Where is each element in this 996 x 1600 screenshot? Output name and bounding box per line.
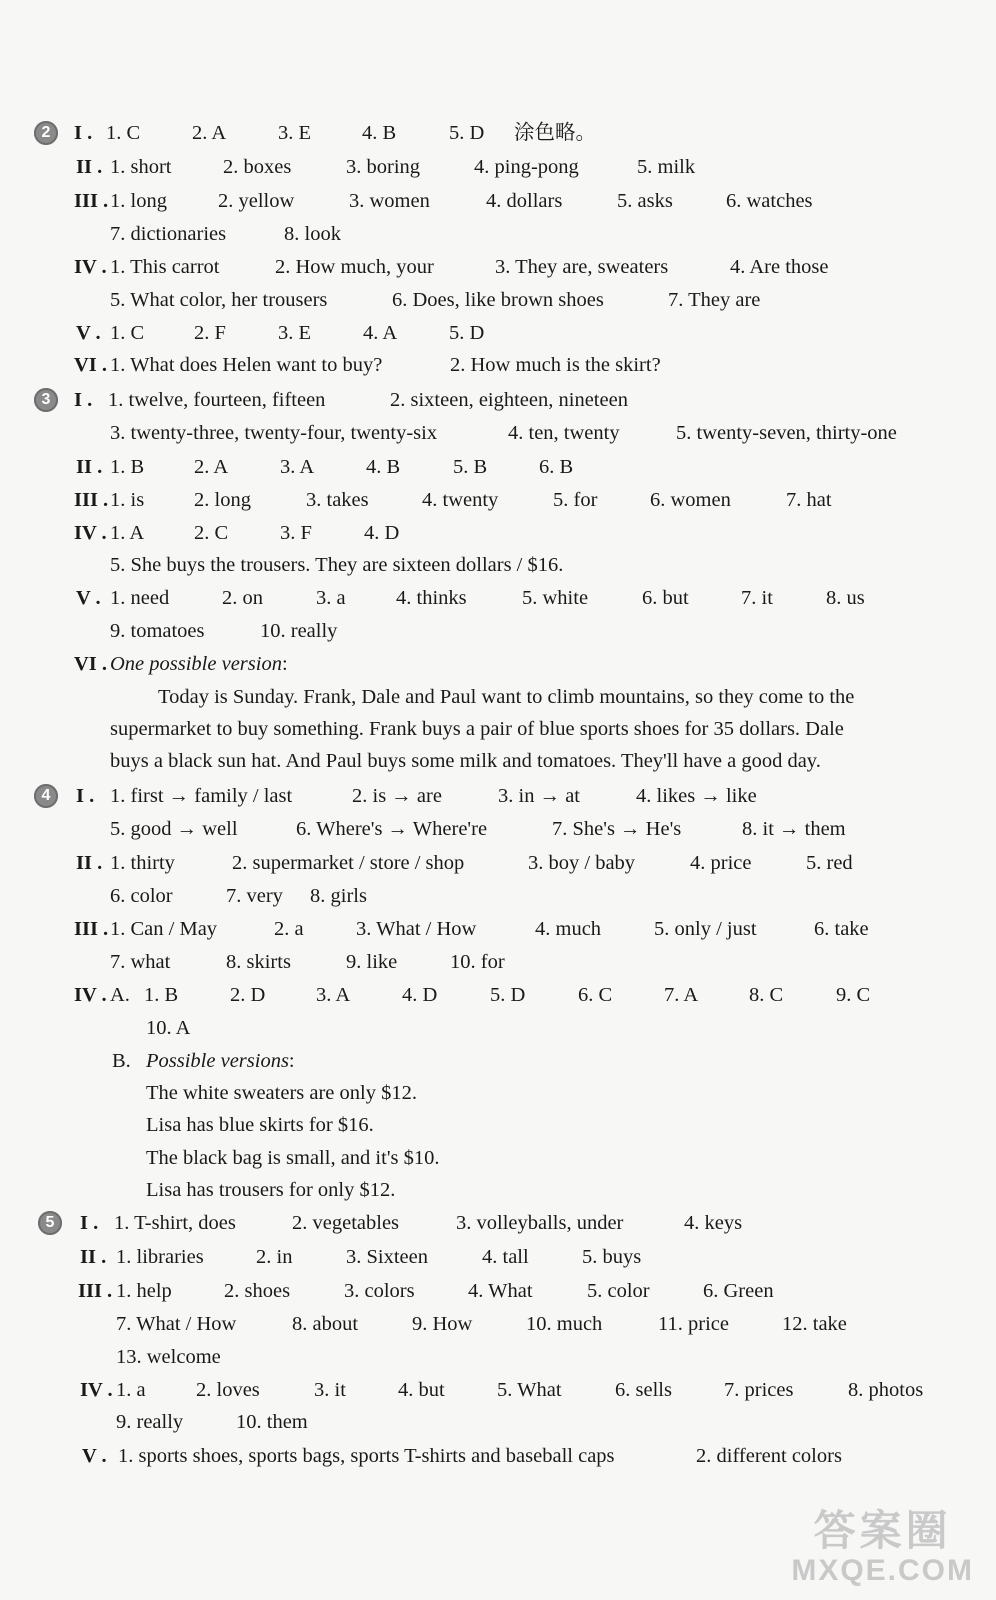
answer: 4. D	[402, 984, 438, 1006]
answer: 4. likes → like	[636, 785, 757, 807]
answer: 8. it → them	[742, 818, 846, 840]
site-watermark	[791, 1507, 974, 1587]
section-3-badge: 3	[34, 388, 58, 412]
answer: 5. B	[453, 456, 488, 478]
answer: 1. Can / May	[110, 918, 218, 940]
answer: 2. loves	[196, 1379, 260, 1401]
answer: 3. twenty-three, twenty-four, twenty-six	[110, 422, 438, 444]
answer: 1. B	[144, 984, 179, 1006]
answer: 7. A	[664, 984, 699, 1006]
versions-intro-text: Possible versions	[146, 1050, 289, 1072]
answer: 3. Sixteen	[346, 1246, 428, 1268]
answer: 5. D	[449, 322, 485, 344]
answer: 4. twenty	[422, 489, 499, 511]
answer: 7. They are	[668, 289, 761, 311]
answer: 3. What / How	[356, 918, 477, 940]
version-text: The white sweaters are only $12.	[146, 1082, 417, 1104]
answer: 1. C	[106, 122, 141, 144]
answer: 4. price	[690, 852, 752, 874]
s4-III-label: III .	[74, 918, 109, 940]
answer: 10. for	[450, 951, 505, 973]
answer: 13. welcome	[116, 1346, 221, 1368]
answer: 3. a	[316, 587, 346, 609]
coloring-note: 涂色略。	[514, 122, 596, 144]
answer: 9. tomatoes	[110, 620, 205, 642]
answer: 5. asks	[617, 190, 673, 212]
answer: 7. what	[110, 951, 171, 973]
answer: 10. much	[526, 1313, 603, 1335]
answer: 9. like	[346, 951, 398, 973]
answer: 4. but	[398, 1379, 445, 1401]
answer: 3. E	[278, 322, 312, 344]
section-5-badge: 5	[38, 1211, 62, 1235]
s4-I-label: I .	[76, 785, 95, 807]
answer: 5. twenty-seven, thirty-one	[676, 422, 897, 444]
answer: 1. help	[116, 1280, 172, 1302]
versions-colon: :	[288, 1050, 295, 1072]
answer: 5. only / just	[654, 918, 757, 940]
answer: 1. sports shoes, sports bags, sports T-shirts and baseball caps	[118, 1445, 615, 1467]
s4-IV-label: IV .	[74, 984, 107, 1006]
answer: 6. color	[110, 885, 173, 907]
answer: 3. They are, sweaters	[495, 256, 669, 278]
answer: 3. volleyballs, under	[456, 1212, 624, 1234]
answer: 1. A	[110, 522, 145, 544]
answer: 1. a	[116, 1379, 146, 1401]
s3-II-label: II .	[76, 456, 103, 478]
answer: 1. T-shirt, does	[114, 1212, 236, 1234]
answer: 6. women	[650, 489, 731, 511]
answer: 5. color	[587, 1280, 650, 1302]
answer: 5. white	[522, 587, 589, 609]
answer: 1. C	[110, 322, 145, 344]
s3-III-label: III .	[74, 489, 109, 511]
answer: 2. D	[230, 984, 266, 1006]
answer: 7. She's → He's	[552, 818, 682, 840]
answer: 2. yellow	[218, 190, 295, 212]
s5-IV-label: IV .	[80, 1379, 113, 1401]
answer: 3. E	[278, 122, 312, 144]
answer: 1. thirty	[110, 852, 175, 874]
answer: 4. Are those	[730, 256, 829, 278]
answer: 2. shoes	[224, 1280, 291, 1302]
answer: 5. What	[497, 1379, 562, 1401]
s3-IV-label: IV .	[74, 522, 107, 544]
section-4-badge: 4	[34, 784, 58, 808]
answer: 6. sells	[615, 1379, 672, 1401]
answer: 3. boy / baby	[528, 852, 636, 874]
answer: 4. much	[535, 918, 602, 940]
s2-II-label: II .	[76, 156, 103, 178]
answer: 2. F	[194, 322, 226, 344]
s2-IV-label: IV .	[74, 256, 107, 278]
answer: 8. girls	[310, 885, 367, 907]
answer: 5. D	[490, 984, 526, 1006]
answer: 1. need	[110, 587, 170, 609]
versions-intro	[146, 1046, 295, 1076]
essay-text: Today is Sunday. Frank, Dale and Paul want to climb mountains, so they come to the	[158, 686, 855, 708]
answer: 6. C	[578, 984, 613, 1006]
answer: 3. colors	[344, 1280, 415, 1302]
version-colon: :	[281, 653, 288, 675]
answer: 1. B	[110, 456, 145, 478]
answer: 1. first → family / last	[110, 785, 293, 807]
answer: 2. A	[194, 456, 229, 478]
answer: 11. price	[658, 1313, 729, 1335]
answer: 1. libraries	[116, 1246, 204, 1268]
answer: 6. take	[814, 918, 869, 940]
answer: 3. A	[280, 456, 315, 478]
answer: 3. women	[349, 190, 430, 212]
answer: 2. How much, your	[275, 256, 434, 278]
answer: 2. A	[192, 122, 227, 144]
version-intro	[110, 649, 288, 679]
answer: 6. watches	[726, 190, 813, 212]
version-intro-text: One possible version	[110, 653, 282, 675]
version-text: The black bag is small, and it's $10.	[146, 1147, 440, 1169]
version-text: Lisa has trousers for only $12.	[146, 1179, 396, 1201]
answer: 1. is	[110, 489, 145, 511]
answer: 1. This carrot	[110, 256, 220, 278]
answer: 9. How	[412, 1313, 473, 1335]
answer: 7. very	[226, 885, 283, 907]
answer: 6. Where's → Where're	[296, 818, 488, 840]
part-b-label: B.	[112, 1050, 131, 1072]
watermark-logo-text: 答案圈	[813, 1507, 952, 1554]
answer: 9. really	[116, 1411, 184, 1433]
answer: 5. She buys the trousers. They are sixteen dollars / $16.	[110, 554, 564, 576]
answer: 5. What color, her trousers	[110, 289, 328, 311]
essay-text: supermarket to buy something. Frank buys a pair of blue sports shoes for 35 dollars. Dale	[110, 718, 844, 740]
s2-V-label: V .	[76, 322, 101, 344]
answer: 2. How much is the skirt?	[450, 354, 661, 376]
s5-III-label: III .	[78, 1280, 113, 1302]
answer: 5. milk	[637, 156, 696, 178]
answer: 8. about	[292, 1313, 359, 1335]
answer: 4. thinks	[396, 587, 467, 609]
answer: 2. a	[274, 918, 304, 940]
answer: 3. takes	[306, 489, 369, 511]
answer: 4. keys	[684, 1212, 743, 1234]
answer: 1. short	[110, 156, 172, 178]
s5-I-label: I .	[80, 1212, 99, 1234]
answer: 9. C	[836, 984, 871, 1006]
answer: 4. ten, twenty	[508, 422, 620, 444]
answer: 2. C	[194, 522, 229, 544]
s3-VI-label: VI .	[74, 653, 108, 675]
answer: 10. really	[260, 620, 338, 642]
answer: 3. in → at	[498, 785, 580, 807]
s2-I-label: I .	[74, 122, 93, 144]
answer: 8. photos	[848, 1379, 924, 1401]
section-2-badge: 2	[34, 121, 58, 145]
answer: 4. D	[364, 522, 400, 544]
answer: 2. supermarket / store / shop	[232, 852, 465, 874]
answer: 5. for	[553, 489, 598, 511]
answer: 2. different colors	[696, 1445, 842, 1467]
s5-V-label: V .	[82, 1445, 107, 1467]
answer: 2. long	[194, 489, 251, 511]
answer: 4. ping-pong	[474, 156, 579, 178]
s3-I-label: I .	[74, 389, 93, 411]
s2-III-label: III .	[74, 190, 109, 212]
answer: 2. is → are	[352, 785, 442, 807]
answer: 8. look	[284, 223, 341, 245]
answer: 3. A	[316, 984, 351, 1006]
answer: 4. What	[468, 1280, 533, 1302]
answer: 5. red	[806, 852, 853, 874]
answer: 4. dollars	[486, 190, 563, 212]
s2-VI-label: VI .	[74, 354, 108, 376]
answer: 7. hat	[786, 489, 832, 511]
answer: 4. B	[362, 122, 397, 144]
answer: 5. D	[449, 122, 485, 144]
answer: 2. vegetables	[292, 1212, 400, 1234]
answer: 6. Does, like brown shoes	[392, 289, 604, 311]
watermark-url: MXQE.COM	[791, 1554, 974, 1587]
answer: 4. tall	[482, 1246, 529, 1268]
answer: 1. What does Helen want to buy?	[110, 354, 383, 376]
answer: 8. us	[826, 587, 865, 609]
answer: 7. dictionaries	[110, 223, 227, 245]
answer: 4. B	[366, 456, 401, 478]
answer: 7. prices	[724, 1379, 794, 1401]
answer: 6. B	[539, 456, 574, 478]
s4-II-label: II .	[76, 852, 103, 874]
s3-V-label: V .	[76, 587, 101, 609]
answer: 1. long	[110, 190, 167, 212]
s5-II-label: II .	[80, 1246, 107, 1268]
answer: 2. sixteen, eighteen, nineteen	[390, 389, 628, 411]
answer: 12. take	[782, 1313, 847, 1335]
answer: 8. skirts	[226, 951, 291, 973]
answer: 3. it	[314, 1379, 346, 1401]
answer: 5. good → well	[110, 818, 238, 840]
answer: 2. boxes	[223, 156, 292, 178]
answer: 7. What / How	[116, 1313, 237, 1335]
essay-text: buys a black sun hat. And Paul buys some milk and tomatoes. They'll have a good day.	[110, 750, 821, 772]
version-text: Lisa has blue skirts for $16.	[146, 1114, 374, 1136]
answer: 2. in	[256, 1246, 293, 1268]
part-a-label: A.	[110, 984, 130, 1006]
answer: 10. them	[236, 1411, 308, 1433]
answer: 5. buys	[582, 1246, 642, 1268]
answer: 8. C	[749, 984, 784, 1006]
answer: 6. but	[642, 587, 689, 609]
answer: 6. Green	[703, 1280, 774, 1302]
answer: 3. boring	[346, 156, 421, 178]
answer: 1. twelve, fourteen, fifteen	[108, 389, 326, 411]
answer: 3. F	[280, 522, 312, 544]
answer: 2. on	[222, 587, 263, 609]
answer: 7. it	[741, 587, 773, 609]
answer: 4. A	[363, 322, 398, 344]
answer: 10. A	[146, 1017, 191, 1039]
